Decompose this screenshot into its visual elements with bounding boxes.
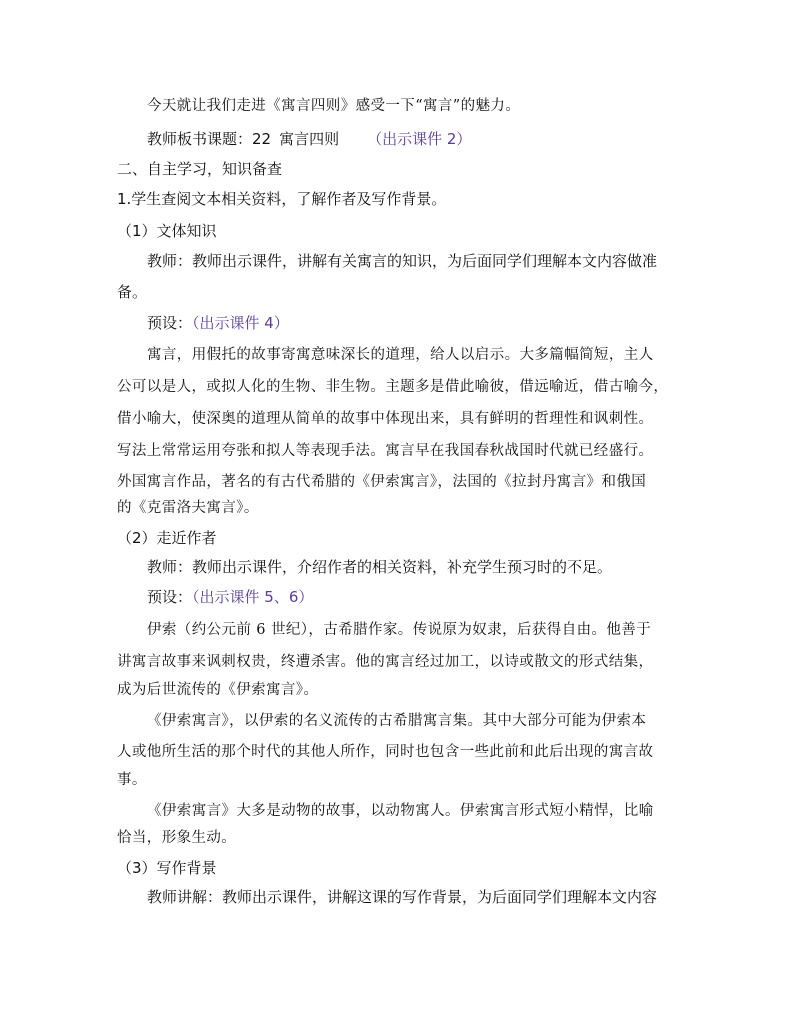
- part-1-content-line: 外国寓言作品，著名的有古代希腊的《伊索寓言》，法国的《拉封丹寓言》和俄国: [117, 474, 647, 490]
- part-1-content-line: 写法上常常运用夸张和拟人等表现手法。寓言早在我国春秋战国时代就已经盛行。: [117, 443, 654, 459]
- part-2-preset-label: 预设：: [147, 588, 193, 606]
- board-title-line: [147, 129, 471, 149]
- part-2-heading: （2）走近作者: [117, 529, 217, 547]
- part-2-para-1-line: 讲寓言故事来讽刺权贵，终遭杀害。他的寓言经过加工，以诗或散文的形式结集，: [117, 654, 654, 670]
- board-title-ref: （出示课件 2）: [367, 130, 472, 148]
- part-2-teacher-line: 教师：教师出示课件，介绍作者的相关资料，补充学生预习时的不足。: [147, 558, 613, 576]
- part-2-preset-line: [147, 587, 313, 607]
- section-heading: 二、自主学习，知识备查: [117, 160, 283, 178]
- part-1-content-line: 借小喻大，使深奥的道理从简单的故事中体现出来，具有鲜明的哲理性和讽刺性。: [117, 411, 654, 427]
- part-3-heading: （3）写作背景: [117, 859, 217, 877]
- part-3-teacher-line: 教师讲解：教师出示课件，讲解这课的写作背景，为后面同学们理解本文内容: [147, 888, 658, 906]
- part-2-para-2-line: 人或他所生活的那个时代的其他人所作，同时也包含一些此前和此后出现的寓言故: [117, 744, 654, 760]
- part-1-content-line: 公可以是人，或拟人化的生物、非生物。主题多是借此喻彼，借远喻近，借古喻今，: [117, 379, 669, 395]
- step-1-line: 1.学生查阅文本相关资料，了解作者及写作背景。: [117, 190, 447, 208]
- part-2-para-2-line: 事。: [117, 772, 147, 788]
- part-2-para-3-line: 《伊索寓言》大多是动物的故事，以动物寓人。伊索寓言形式短小精悍，比喻: [147, 803, 654, 819]
- part-2-para-1-line: 成为后世流传的《伊索寓言》。: [117, 682, 319, 698]
- part-1-preset-label: 预设：: [147, 314, 193, 332]
- board-title-label: 教师板书课题：22: [147, 130, 272, 148]
- intro-line: 今天就让我们走进《寓言四则》感受一下“寓言”的魅力。: [147, 98, 521, 114]
- part-1-preset-line: [147, 313, 289, 333]
- part-1-content-line: 寓言，用假托的故事寄寓意味深长的道理，给人以启示。大多篇幅简短，主人: [147, 347, 654, 363]
- part-2-para-3-line: 恰当，形象生动。: [117, 830, 237, 846]
- part-2-para-1-line: 伊索（约公元前 6 世纪），古希腊作家。传说原为奴隶，后获得自由。他善于: [147, 622, 652, 638]
- part-1-teacher-line-2: 备。: [117, 283, 148, 301]
- part-1-content-line: 的《克雷洛夫寓言》。: [117, 500, 259, 516]
- board-title-text: 寓言四则: [279, 130, 340, 148]
- part-1-teacher-line-1: 教师：教师出示课件，讲解有关寓言的知识，为后面同学们理解本文内容做准: [147, 252, 658, 270]
- part-2-preset-ref: （出示课件 5、6）: [192, 588, 314, 606]
- part-1-preset-ref: （出示课件 4）: [192, 314, 289, 332]
- part-1-heading: （1）文体知识: [117, 222, 217, 240]
- part-2-para-2-line: 《伊索寓言》，以伊索的名义流传的古希腊寓言集。其中大部分可能为伊索本: [147, 713, 647, 729]
